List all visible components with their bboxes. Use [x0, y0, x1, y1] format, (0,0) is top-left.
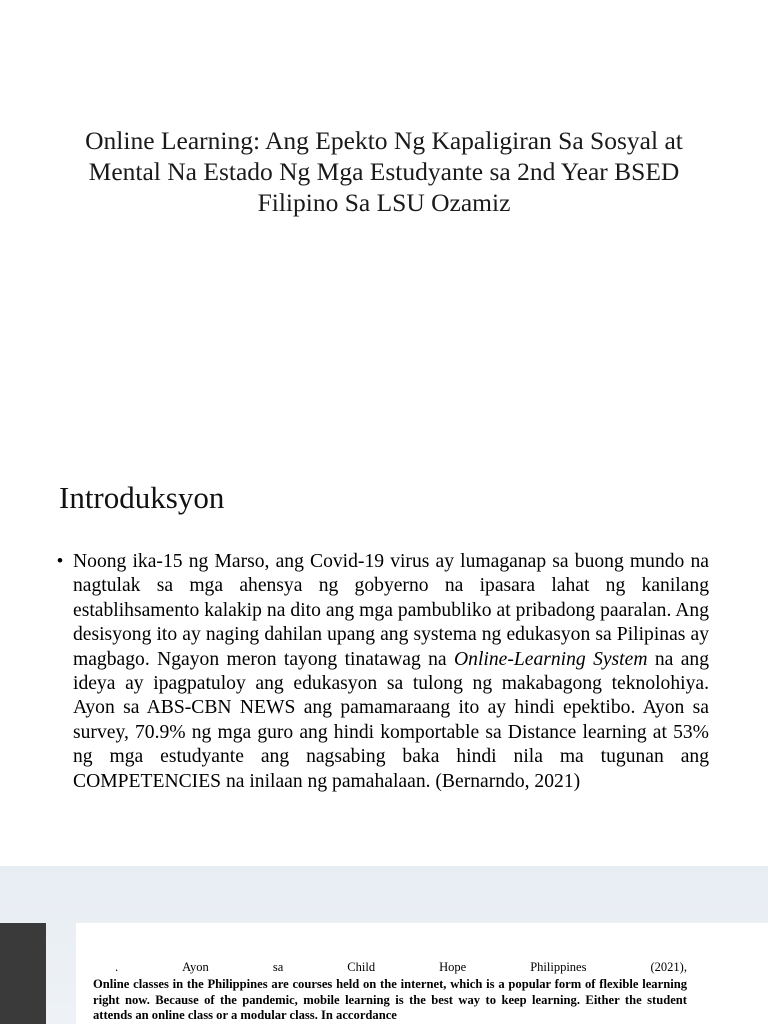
title-slide: [0, 0, 768, 432]
next-slide-preview: [0, 866, 768, 1024]
lead-word: (2021),: [650, 960, 687, 974]
lead-word: Ayon: [182, 960, 209, 974]
lead-word: sa: [272, 960, 284, 974]
lead-word: Philippines: [530, 960, 587, 974]
accent-bar: [0, 923, 46, 1024]
slide-title: Online Learning: Ang Epekto Ng Kapaligiran Sa Sosyal at Mental Na Estado Ng Mga Estudyante sa 2nd Year BSED Filipino Sa LSU Ozamiz: [85, 126, 683, 217]
introduction-slide: [0, 432, 768, 864]
body-paragraph: Online classes in the Philippines are courses held on the internet, which is a popular form of flexible learning right now. Because of the pandemic, mobile learning is the best way to keep learning. Either the student attends an online class or a modular class. In accordance: [93, 977, 687, 1022]
lead-word: Hope: [439, 960, 467, 974]
bullet-item: [57, 550, 709, 794]
bullet-icon: •: [57, 551, 63, 570]
citation-line: [115, 960, 687, 975]
lead-word: .: [115, 960, 119, 974]
bullet-text: [73, 550, 709, 794]
section-heading: Introduksyon: [59, 480, 225, 515]
bullet-text-part-1: Noong ika-15 ng Marso, ang Covid-19 virus ay lumaganap sa buong mundo na nagtulak sa mga ahensya ng gobyerno na ipasara lahat ng kanilang establihsamento kalakip na dito ang mga pambubliko at pribadong paaralan. Ang desisyong ito ay naging dahilan upang ang systema ng edukasyon sa Pilipinas ay magbago. Ngayon meron tayong tinatawag na: [73, 551, 709, 670]
bullet-text-part-2: na ang ideya ay ipagpatuloy ang edukasyon sa tulong ng makabagong teknolohiya. Ayon sa ABS-CBN NEWS ang pamamaraang ito ay hindi epektibo. Ayon sa survey, 70.9% ng mga guro ang hindi komportable sa Distance learning at 53% ng mga estudyante ang nagsabing baka hindi nila ma tugunan ang COMPETENCIES na inilaan ng pamahalaan. (Bernarndo, 2021): [73, 648, 709, 792]
lead-word: Child: [347, 960, 376, 974]
italic-term: Online-Learning System: [454, 648, 648, 670]
